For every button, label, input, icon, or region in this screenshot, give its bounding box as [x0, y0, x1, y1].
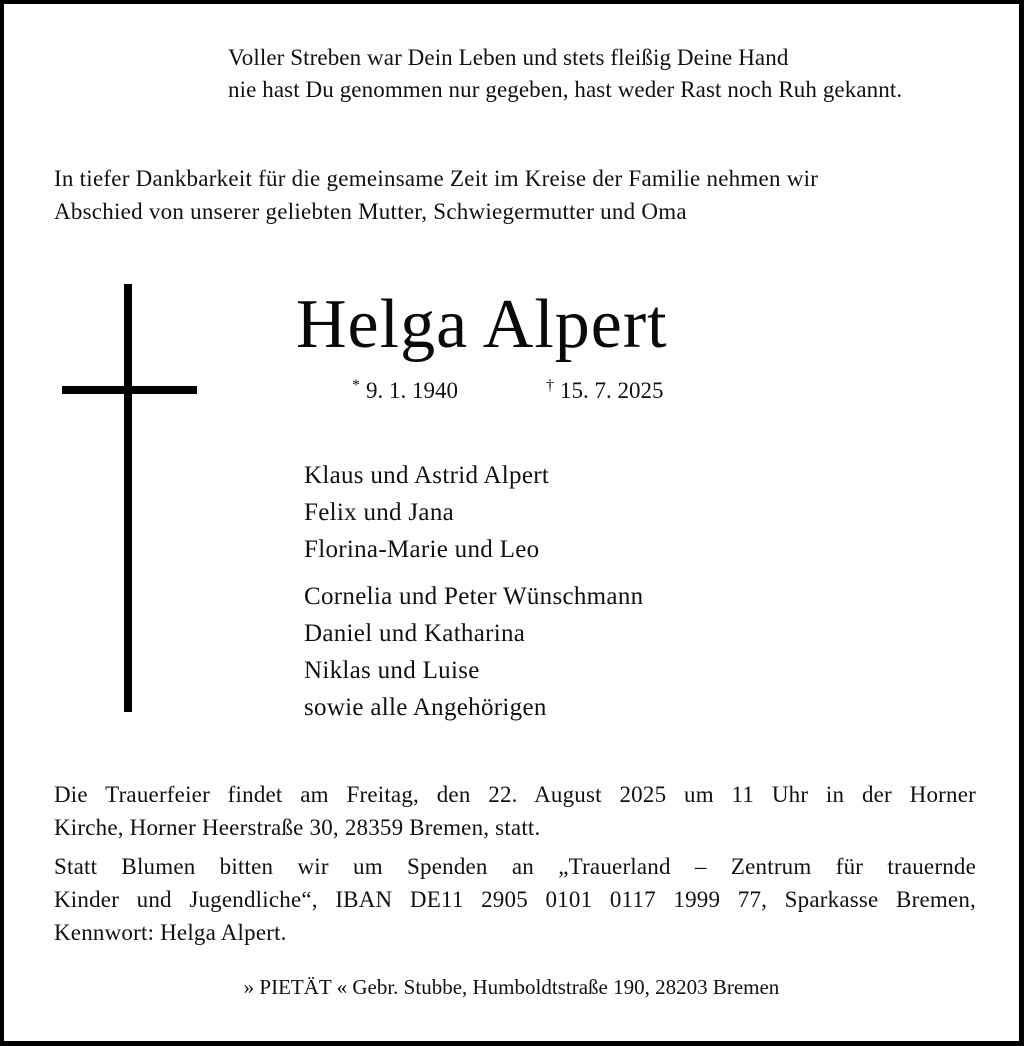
death-date: [546, 371, 664, 406]
intro-text: [54, 162, 984, 228]
mourner-line: Niklas und Luise: [304, 657, 480, 684]
donation-line: Kinder und Jugendliche“, IBAN DE11 2905 0101 0117 1999 77, Sparkasse Bremen,: [54, 887, 976, 912]
cross-icon-vertical-bar: [124, 284, 132, 712]
mourner-line: Felix und Jana: [304, 499, 455, 526]
mourner-line: Cornelia und Peter Wünschmann: [304, 583, 644, 610]
death-dagger-icon: †: [546, 377, 554, 394]
cross-icon-horizontal-bar: [62, 386, 197, 394]
donation-line: Kennwort: Helga Alpert.: [54, 920, 287, 945]
mourners-list: [304, 457, 643, 726]
birth-star-icon: *: [352, 377, 360, 394]
ceremony-info: [54, 778, 976, 844]
deceased-name: Helga Alpert: [296, 286, 668, 363]
mourner-group: [304, 457, 643, 568]
birth-date-value: 9. 1. 1940: [366, 378, 458, 403]
mourner-line: Daniel und Katharina: [304, 620, 526, 647]
mourner-line: Florina-Marie und Leo: [304, 536, 540, 563]
mourner-line: Klaus und Astrid Alpert: [304, 462, 550, 489]
intro-line: Abschied von unserer geliebten Mutter, Schwiegermutter und Oma: [54, 199, 687, 224]
birth-date: [352, 371, 458, 406]
motto-verse: [228, 42, 902, 106]
motto-line: Voller Streben war Dein Leben und stets fleißig Deine Hand: [228, 45, 789, 70]
funeral-home-footer: » PIETÄT « Gebr. Stubbe, Humboldtstraße 190, 28203 Bremen: [243, 975, 780, 999]
mourner-line: sowie alle Angehörigen: [304, 694, 547, 721]
death-date-value: 15. 7. 2025: [560, 378, 664, 403]
mourner-group: [304, 578, 643, 726]
motto-line: nie hast Du genommen nur gegeben, hast weder Rast noch Ruh gekannt.: [228, 77, 903, 102]
intro-line: In tiefer Dankbarkeit für die gemeinsame Zeit im Kreise der Familie nehmen wir: [54, 166, 819, 191]
donation-line: Statt Blumen bitten wir um Spenden an „Trauerland – Zentrum für trauernde: [54, 854, 976, 879]
ceremony-line: Die Trauerfeier findet am Freitag, den 22. August 2025 um 11 Uhr in der Horner: [54, 782, 976, 807]
donation-info: [54, 850, 976, 949]
ceremony-line: Kirche, Horner Heerstraße 30, 28359 Bremen, statt.: [54, 815, 541, 840]
